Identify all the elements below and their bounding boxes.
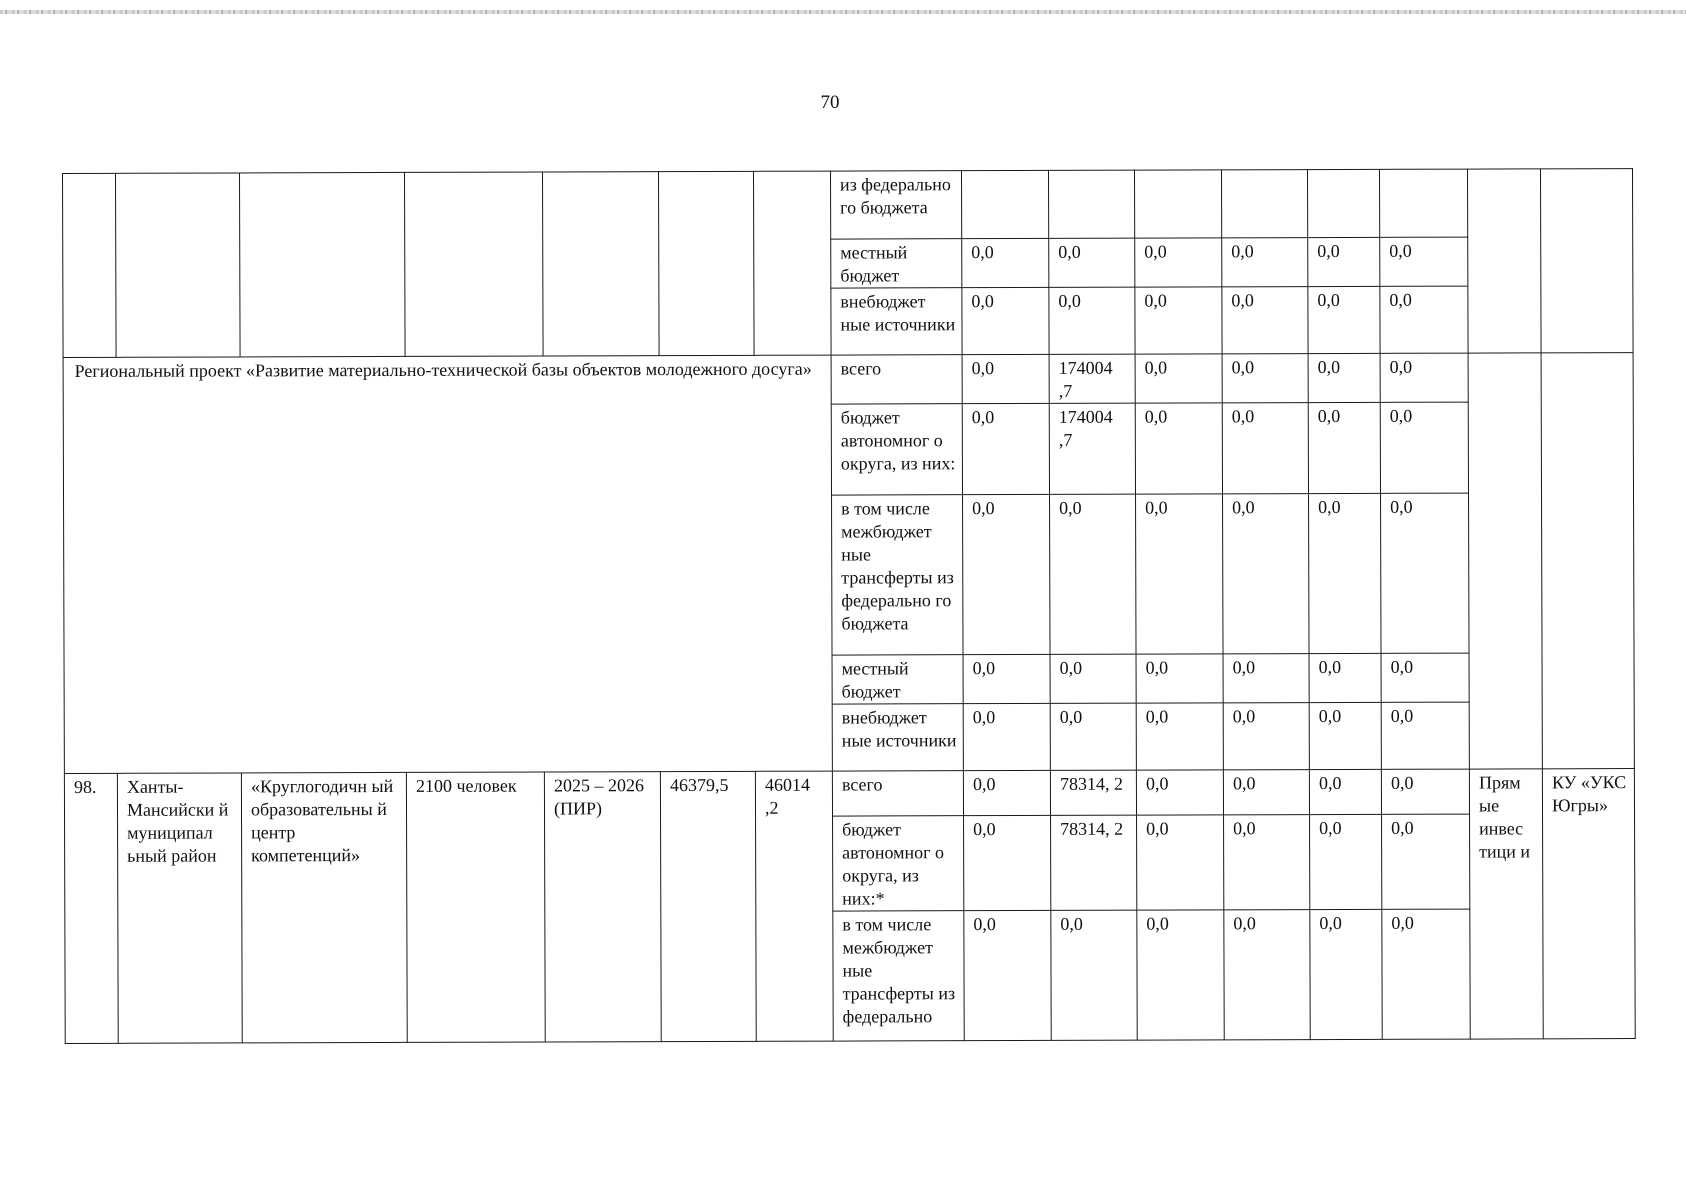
item-municipality: Ханты-Мансийски й муниципал ьный район — [117, 773, 242, 1043]
value-cell — [1134, 170, 1221, 238]
value-cell: 0,0 — [962, 354, 1049, 403]
value-cell: 0,0 — [1222, 287, 1308, 354]
value-cell: 0,0 — [1136, 703, 1223, 770]
value-cell: 0,0 — [1137, 815, 1224, 910]
cell-object-empty — [240, 172, 406, 357]
value-cell: 0,0 — [1309, 702, 1381, 769]
value-cell: 0,0 — [963, 654, 1050, 703]
value-cell: 0,0 — [964, 910, 1051, 1040]
value-cell: 0,0 — [1308, 286, 1380, 353]
value-cell: 0,0 — [1308, 237, 1380, 286]
value-cell: 0,0 — [964, 815, 1051, 910]
funding-source-label: в том числе межбюджет ные трансферты из федерально го бюджета — [832, 495, 964, 655]
value-cell: 0,0 — [1135, 403, 1222, 494]
item-period: 2025 – 2026 (ПИР) — [544, 772, 661, 1042]
value-cell: 0,0 — [1049, 238, 1135, 287]
value-cell: 0,0 — [1380, 286, 1468, 353]
scan-edge-noise — [0, 10, 1686, 14]
value-cell: 0,0 — [1381, 493, 1470, 653]
value-cell: 78314, 2 — [1050, 770, 1136, 815]
value-cell — [1221, 170, 1307, 238]
value-cell: 0,0 — [1380, 353, 1468, 402]
funding-source-label: всего — [832, 771, 963, 816]
value-cell — [1379, 169, 1467, 237]
item-investment-form: Прям ые инвес тици и — [1469, 769, 1543, 1039]
value-cell: 0,0 — [1309, 493, 1382, 653]
value-cell: 0,0 — [1224, 815, 1310, 910]
cell-period-empty — [542, 172, 659, 356]
cell-municipality-empty — [116, 173, 241, 357]
item-executor: КУ «УКС Югры» — [1542, 769, 1635, 1039]
value-cell: 0,0 — [1380, 402, 1468, 493]
value-cell: 0,0 — [1135, 238, 1222, 287]
value-cell: 0,0 — [1050, 703, 1136, 770]
value-cell: 0,0 — [1050, 654, 1136, 703]
funding-source-label: всего — [831, 355, 962, 404]
funding-source-label: местный бюджет — [832, 655, 963, 704]
value-cell: 0,0 — [1223, 770, 1309, 815]
value-cell: 0,0 — [1223, 494, 1310, 654]
cell-investment-empty — [1468, 353, 1542, 769]
value-cell: 78314, 2 — [1051, 815, 1137, 910]
item-capacity: 2100 человек — [406, 772, 545, 1042]
page-number: 70 — [820, 92, 840, 113]
value-cell: 0,0 — [1051, 910, 1137, 1040]
table-row — [63, 169, 1633, 242]
cell-cost-empty — [658, 171, 754, 355]
cell-number-empty — [63, 173, 117, 357]
item-cost-remaining: 46014 ,2 — [755, 771, 833, 1041]
regional-project-title: Региональный проект «Развитие материально-технической базы объектов молодежного досуга» — [63, 355, 832, 773]
value-cell: 0,0 — [1136, 654, 1223, 703]
value-cell — [961, 170, 1048, 238]
value-cell: 0,0 — [1049, 287, 1135, 354]
cell-executor-empty — [1540, 169, 1633, 353]
value-cell: 0,0 — [1136, 494, 1224, 654]
value-cell: 0,0 — [1136, 770, 1223, 815]
value-cell: 0,0 — [1310, 814, 1382, 909]
value-cell: 0,0 — [1223, 654, 1309, 703]
value-cell — [1307, 169, 1379, 237]
table-row — [64, 769, 1634, 819]
value-cell: 0,0 — [1310, 909, 1382, 1039]
table-row — [63, 353, 1633, 407]
item-number: 98. — [64, 773, 118, 1043]
funding-source-label: бюджет автономног о округа, из них: — [831, 404, 962, 495]
value-cell: 0,0 — [963, 703, 1050, 770]
value-cell: 0,0 — [1382, 909, 1470, 1039]
value-cell: 0,0 — [1380, 237, 1468, 286]
value-cell: 0,0 — [1308, 402, 1380, 493]
budget-table — [62, 168, 1636, 1044]
value-cell: 0,0 — [1381, 769, 1469, 814]
item-cost-total: 46379,5 — [660, 771, 756, 1041]
value-cell: 0,0 — [1309, 653, 1381, 702]
cell-remaining-empty — [753, 171, 831, 355]
funding-source-label: бюджет автономног о округа, из них:* — [833, 816, 964, 911]
funding-source-label: в том числе межбюджет ные трансферты из федерально — [833, 911, 964, 1041]
value-cell: 0,0 — [962, 238, 1049, 287]
value-cell: 0,0 — [1050, 494, 1137, 654]
funding-source-label: из федерально го бюджета — [830, 171, 961, 239]
item-object-name: «Круглогодичн ый образовательны й центр компетенций» — [241, 772, 407, 1043]
value-cell: 0,0 — [1381, 653, 1469, 702]
value-cell: 0,0 — [1223, 703, 1309, 770]
funding-source-label: внебюджет ные источники — [832, 704, 963, 771]
value-cell: 0,0 — [963, 770, 1050, 815]
value-cell: 0,0 — [1308, 353, 1380, 402]
cell-capacity-empty — [404, 172, 543, 356]
value-cell: 0,0 — [1309, 769, 1381, 814]
value-cell: 174004 ,7 — [1049, 403, 1135, 494]
value-cell: 0,0 — [962, 403, 1049, 494]
funding-source-label: внебюджет ные источники — [831, 288, 962, 355]
value-cell: 0,0 — [963, 494, 1051, 654]
cell-investment-empty — [1467, 169, 1541, 353]
value-cell: 0,0 — [1224, 910, 1310, 1040]
funding-source-label: местный бюджет — [831, 239, 962, 288]
value-cell: 0,0 — [1382, 814, 1470, 909]
value-cell: 0,0 — [962, 287, 1049, 354]
value-cell: 0,0 — [1381, 702, 1469, 769]
value-cell: 0,0 — [1222, 354, 1308, 403]
value-cell: 174004 ,7 — [1049, 354, 1135, 403]
value-cell: 0,0 — [1222, 403, 1308, 494]
value-cell: 0,0 — [1222, 238, 1308, 287]
value-cell: 0,0 — [1135, 287, 1222, 354]
value-cell: 0,0 — [1137, 910, 1224, 1040]
cell-executor-empty — [1541, 353, 1634, 769]
value-cell — [1048, 170, 1134, 238]
value-cell: 0,0 — [1135, 354, 1222, 403]
